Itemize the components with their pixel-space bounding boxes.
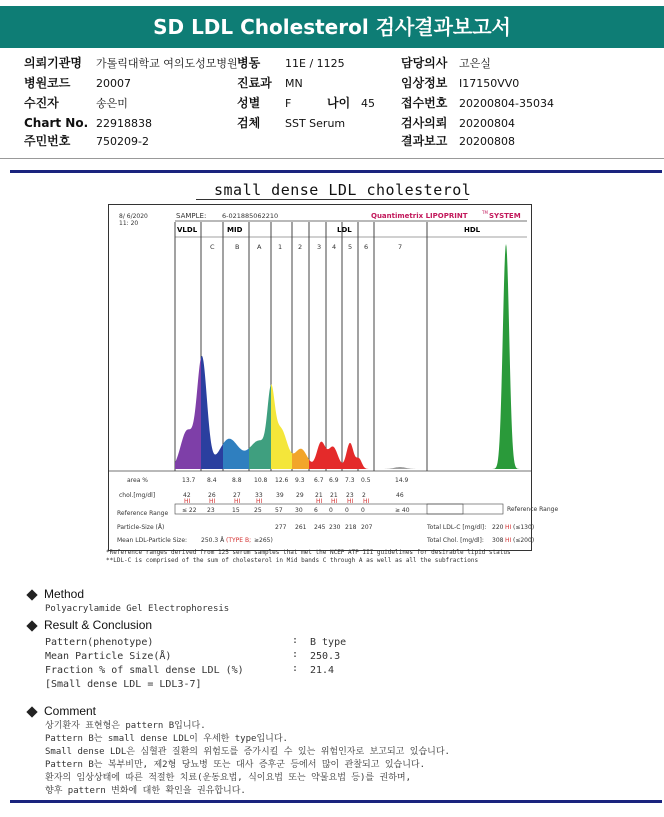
- electrophoresis-curve: [175, 244, 521, 469]
- total-ldl-flag: HI: [505, 524, 512, 531]
- chol-value: 2: [362, 492, 366, 499]
- brand-tm: TM: [482, 210, 488, 215]
- chol-hi-flag: HI: [347, 498, 354, 505]
- request-date-label: 검사의뢰: [401, 116, 448, 130]
- doctor-value: 고은실: [459, 57, 491, 70]
- method-heading: Method: [44, 587, 85, 601]
- area-value: 0.5: [361, 477, 371, 484]
- total-ldl-label: Total LDL-C [mg/dl]:: [427, 524, 487, 531]
- chol-hi-flag: HI: [316, 498, 323, 505]
- ref-value: 0: [361, 507, 365, 514]
- clinical-info-value: I17150VV0: [459, 77, 520, 90]
- area-value: 13.7: [182, 477, 196, 484]
- ref-range-right: Reference Range: [507, 506, 559, 513]
- result-label-3: Fraction % of small dense LDL (%): [45, 665, 244, 676]
- band-label-7: 7: [398, 243, 403, 251]
- ref-value: 6: [314, 507, 318, 514]
- department-value: MN: [285, 77, 303, 90]
- band-label-B: B: [235, 243, 240, 251]
- age-value: 45: [361, 97, 375, 110]
- ref-value: 0: [345, 507, 349, 514]
- band-label-6: 6: [364, 243, 369, 251]
- total-chol-value: 308: [492, 537, 504, 544]
- area-value: 14.9: [395, 477, 409, 484]
- receipt-no-value: 20200804-35034: [459, 97, 554, 110]
- chol-row-label: chol.[mg/dl]: [119, 492, 156, 499]
- result-colon-3: :: [292, 663, 299, 674]
- hospital-code-label: 병원코드: [24, 76, 71, 90]
- ldl-header: LDL: [337, 226, 352, 234]
- curve-segment-10: [374, 467, 427, 469]
- patient-name-value: 송은미: [96, 97, 128, 110]
- receipt-no-label: 접수번호: [401, 96, 448, 110]
- chol-value: 39: [276, 492, 284, 499]
- mid-header: MID: [227, 226, 243, 234]
- area-value: 12.6: [275, 477, 289, 484]
- area-value: 8.8: [232, 477, 242, 484]
- result-label-1: Pattern(phenotype): [45, 637, 154, 648]
- ref-value: 23: [207, 507, 215, 514]
- band-label-C: C: [210, 243, 215, 251]
- result-heading: Result & Conclusion: [44, 618, 153, 632]
- chol-hi-flag: HI: [363, 498, 370, 505]
- curve-segment-4: [271, 385, 292, 470]
- chol-hi-flag: HI: [256, 498, 263, 505]
- result-colon-1: :: [292, 635, 299, 646]
- curve-segment-11: [489, 244, 521, 469]
- comment-line-3: Small dense LDL은 심혈관 질환의 위험도를 증가시킬 수 있는 위험인자로 보고되고 있습니다.: [45, 747, 450, 757]
- total-chol-flag: HI: [505, 537, 512, 544]
- requester-label: 의뢰기관명: [24, 56, 82, 70]
- curve-segment-6: [309, 442, 326, 469]
- comment-line-2: Pattern B는 small dense LDL이 우세한 type입니다.: [45, 734, 288, 744]
- chol-hi-flag: HI: [331, 498, 338, 505]
- chol-value: 33: [255, 492, 263, 499]
- mean-size-value: 250.3 Å: [201, 537, 225, 544]
- size-value: 218: [345, 524, 357, 531]
- mean-size-ref: ≥265): [254, 537, 273, 544]
- result-value-1: B type: [310, 637, 347, 648]
- resident-no-label: 주민번호: [24, 134, 71, 148]
- ref-value: 30: [295, 507, 303, 514]
- comment-line-4: Pattern B는 복부비만, 제2형 당뇨병 또는 대사 증후군 등에서 많이 관찰되고 있습니다.: [45, 760, 426, 770]
- ref-value: 0: [329, 507, 333, 514]
- size-value: 261: [295, 524, 307, 531]
- ward-value: 11E / 1125: [285, 57, 345, 70]
- footnote-2: **LDL-C is comprised of the sum of cholesterol in Mid bands C through A as well as all the subfractions: [106, 557, 479, 564]
- sample-label: SAMPLE:: [176, 212, 207, 220]
- ref-value: 15: [232, 507, 240, 514]
- doctor-label: 담당의사: [401, 56, 448, 70]
- band-label-5: 5: [348, 243, 353, 251]
- report-date-value: 20200808: [459, 135, 515, 148]
- band-label-1: 1: [278, 243, 283, 251]
- footnote-1: *Reference ranges derived from 125 serum samples that met the NCEP ATP III guidelines for desirable lipid status: [106, 549, 511, 556]
- header-divider: [0, 158, 664, 159]
- comment-line-1: 상기환자 표현형은 pattern B입니다.: [45, 721, 206, 731]
- ref-value: ≤ 22: [182, 507, 197, 514]
- chart-no-value: 22918838: [96, 117, 152, 130]
- curve-segment-3: [249, 385, 271, 470]
- method-section: [28, 587, 84, 601]
- area-row-label: area %: [127, 477, 148, 484]
- mean-size-label: Mean LDL-Particle Size:: [117, 537, 188, 544]
- specimen-label: 검체: [237, 116, 261, 130]
- method-text: Polyacrylamide Gel Electrophoresis: [45, 604, 230, 614]
- ref-value: 57: [275, 507, 283, 514]
- sex-label: 성별: [237, 96, 261, 110]
- area-value: 8.4: [207, 477, 217, 484]
- comment-line-6: 향후 pattern 변화에 대한 확인을 권유합니다.: [45, 786, 246, 796]
- curve-segment-2: [223, 439, 249, 469]
- age-label: 나이: [327, 96, 351, 110]
- size-value: 230: [329, 524, 341, 531]
- comment-section: [28, 704, 96, 718]
- department-label: 진료과: [237, 76, 272, 90]
- print-time: 11: 20: [119, 220, 139, 227]
- hdl-header: HDL: [464, 226, 481, 234]
- chart-no-label: Chart No.: [24, 116, 89, 130]
- result-value-3: 21.4: [310, 665, 335, 676]
- chol-value: 21: [315, 492, 323, 499]
- section-bottom-rule: [10, 800, 662, 803]
- chol-value: 23: [346, 492, 354, 499]
- band-label-2: 2: [298, 243, 303, 251]
- ref-value: ≥ 40: [395, 507, 410, 514]
- sample-id: 6-021885062210: [222, 212, 279, 220]
- band-label-A: A: [257, 243, 262, 251]
- size-value: 207: [361, 524, 373, 531]
- chol-value: 42: [183, 492, 191, 499]
- clinical-info-label: 임상정보: [401, 76, 448, 90]
- section-title-underline: [196, 199, 468, 200]
- chol-value: 29: [296, 492, 304, 499]
- brand-name: Quantimetrix LIPOPRINT: [371, 212, 468, 220]
- result-label-2: Mean Particle Size(Å): [45, 651, 172, 662]
- patient-name-label: 수진자: [24, 96, 59, 110]
- curve-segment-7: [326, 447, 342, 470]
- size-row-label: Particle-Size (Å): [117, 524, 165, 531]
- size-value: 245: [314, 524, 326, 531]
- curve-segment-5: [292, 449, 309, 469]
- section-title: small dense LDL cholesterol: [214, 181, 472, 199]
- curve-segment-0: [175, 357, 201, 469]
- chol-hi-flag: HI: [209, 498, 216, 505]
- vldl-header: VLDL: [177, 226, 198, 234]
- chol-hi-flag: HI: [184, 498, 191, 505]
- band-labels: [210, 243, 402, 251]
- diamond-bullet-icon: [26, 589, 37, 600]
- result-colon-2: :: [292, 649, 299, 660]
- band-label-3: 3: [317, 243, 322, 251]
- result-value-2: 250.3: [310, 651, 341, 662]
- chol-value: 27: [233, 492, 241, 499]
- diamond-bullet-icon: [26, 706, 37, 717]
- curve-segment-1: [201, 356, 223, 469]
- request-date-value: 20200804: [459, 117, 515, 130]
- ward-label: 병동: [237, 56, 261, 70]
- result-note: [Small dense LDL = LDL3-7]: [45, 679, 202, 690]
- comment-line-5: 환자의 임상상태에 따른 적절한 치료(운동요법, 식이요법 또는 약물요법 등)를 권하며,: [45, 773, 412, 783]
- area-value: 10.8: [254, 477, 268, 484]
- area-value: 9.3: [295, 477, 305, 484]
- curve-segment-9: [358, 458, 374, 469]
- size-value: 277: [275, 524, 287, 531]
- hospital-code-value: 20007: [96, 77, 131, 90]
- result-section: [28, 618, 152, 632]
- area-value: 7.3: [345, 477, 355, 484]
- print-date: 8/ 6/2020: [119, 213, 148, 220]
- mean-size-type: (TYPE B;: [226, 537, 252, 544]
- brand-system: SYSTEM: [489, 212, 521, 220]
- requester-value: 가톨릭대학교 여의도성모병원: [96, 57, 238, 70]
- chol-hi-flag: HI: [234, 498, 241, 505]
- total-chol-label: Total Chol. [mg/dl]:: [427, 537, 484, 544]
- ref-row-label: Reference Range: [117, 510, 169, 517]
- total-ldl-value: 220: [492, 524, 504, 531]
- resident-no-value: 750209-2: [96, 135, 149, 148]
- section-top-rule: [10, 170, 662, 173]
- sex-value: F: [285, 97, 292, 110]
- comment-heading: Comment: [44, 704, 97, 718]
- ref-value: 25: [254, 507, 262, 514]
- chol-value: 21: [330, 492, 338, 499]
- area-value: 6.7: [314, 477, 324, 484]
- total-ldl-ref: (≤130): [513, 524, 535, 531]
- curve-segment-8: [342, 443, 358, 469]
- report-date-label: 결과보고: [401, 134, 448, 148]
- total-chol-ref: (≤200): [513, 537, 535, 544]
- band-dividers: [175, 222, 427, 471]
- lipoprint-chart: [109, 205, 559, 550]
- chol-value: 46: [396, 492, 404, 499]
- lipoprint-figure: [108, 204, 559, 551]
- specimen-value: SST Serum: [285, 117, 346, 130]
- chol-value: 26: [208, 492, 216, 499]
- diamond-bullet-icon: [26, 620, 37, 631]
- area-value: 6.9: [329, 477, 339, 484]
- report-title: SD LDL Cholesterol 검사결과보고서: [0, 6, 664, 48]
- band-label-4: 4: [332, 243, 337, 251]
